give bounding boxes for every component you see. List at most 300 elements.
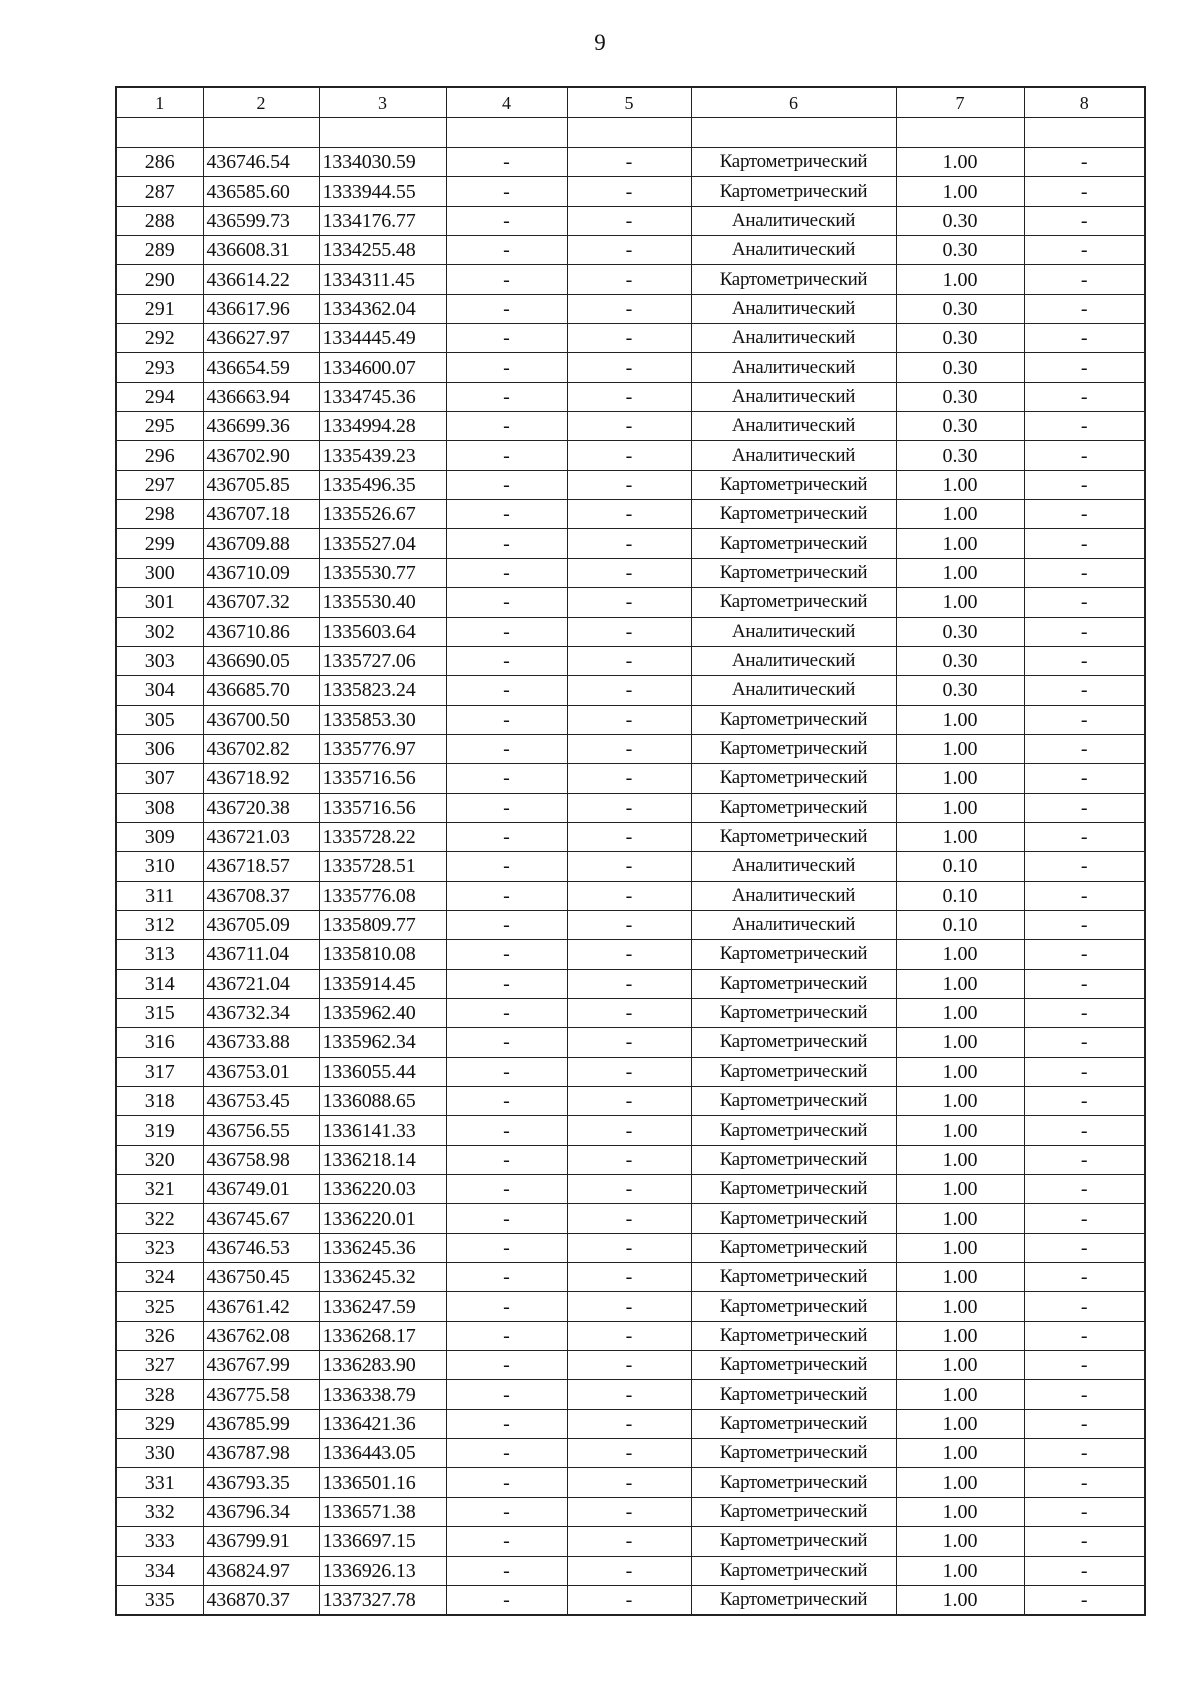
table-cell: 436699.36 [203, 412, 319, 441]
table-row [116, 177, 1145, 206]
table-cell: - [1024, 529, 1145, 558]
table-cell: 1.00 [896, 705, 1024, 734]
table-row [116, 1204, 1145, 1233]
table-cell: - [1024, 500, 1145, 529]
table-cell: 436761.42 [203, 1292, 319, 1321]
table-cell: Аналитический [691, 353, 896, 382]
table-cell: 436708.37 [203, 881, 319, 910]
table-cell: - [446, 206, 567, 235]
table-cell: 1334445.49 [319, 324, 446, 353]
table-cell: - [1024, 294, 1145, 323]
table-cell: 1335603.64 [319, 617, 446, 646]
table-cell: Картометрический [691, 1497, 896, 1526]
table-cell: 1336141.33 [319, 1116, 446, 1145]
table-cell: 1.00 [896, 1321, 1024, 1350]
table-cell: - [1024, 1497, 1145, 1526]
table-cell: 330 [116, 1439, 203, 1468]
table-cell: 1335962.34 [319, 1028, 446, 1057]
table-row [116, 617, 1145, 646]
table-row [116, 1321, 1145, 1350]
column-header: 2 [203, 87, 319, 118]
table-cell: Картометрический [691, 734, 896, 763]
table-cell: - [567, 412, 691, 441]
table-row [116, 1292, 1145, 1321]
table-cell: - [1024, 1380, 1145, 1409]
table-cell: - [1024, 1321, 1145, 1350]
table-cell: - [1024, 265, 1145, 294]
table-cell: 436710.09 [203, 558, 319, 587]
table-cell: - [567, 1556, 691, 1585]
table-cell: 436690.05 [203, 646, 319, 675]
table-cell: Картометрический [691, 1468, 896, 1497]
column-header: 6 [691, 87, 896, 118]
table-cell: 0.30 [896, 236, 1024, 265]
table-cell: 436749.01 [203, 1175, 319, 1204]
table-row [116, 1409, 1145, 1438]
table-cell: - [446, 353, 567, 382]
table-cell: - [567, 1292, 691, 1321]
table-cell: 1334362.04 [319, 294, 446, 323]
table-cell: 1337327.78 [319, 1585, 446, 1615]
table-cell: 310 [116, 852, 203, 881]
table-cell: Аналитический [691, 910, 896, 939]
table-cell: Картометрический [691, 1204, 896, 1233]
table-cell [1024, 118, 1145, 148]
table-cell: - [567, 1233, 691, 1262]
table-cell: 1336421.36 [319, 1409, 446, 1438]
table-cell: 1335530.77 [319, 558, 446, 587]
table-cell: 1335823.24 [319, 676, 446, 705]
table-cell: - [567, 1321, 691, 1350]
page-number: 9 [594, 30, 606, 55]
table-cell: 436793.35 [203, 1468, 319, 1497]
table-cell: 327 [116, 1351, 203, 1380]
table-cell: - [446, 1087, 567, 1116]
table-cell: 0.30 [896, 206, 1024, 235]
table-cell: - [567, 1204, 691, 1233]
table-cell: Картометрический [691, 764, 896, 793]
table-cell: 322 [116, 1204, 203, 1233]
table-cell: - [1024, 1439, 1145, 1468]
table-row [116, 1175, 1145, 1204]
table-cell: - [567, 500, 691, 529]
table-row [116, 793, 1145, 822]
table-cell [567, 118, 691, 148]
table-cell: 0.30 [896, 676, 1024, 705]
table-cell: 0.30 [896, 382, 1024, 411]
table-row [116, 382, 1145, 411]
table-cell: - [567, 1497, 691, 1526]
table-cell: 436870.37 [203, 1585, 319, 1615]
table-cell: - [1024, 676, 1145, 705]
table-cell: Картометрический [691, 177, 896, 206]
table-cell: 436711.04 [203, 940, 319, 969]
table-cell: 1335962.40 [319, 998, 446, 1027]
table-cell: 0.10 [896, 881, 1024, 910]
table-cell: - [1024, 206, 1145, 235]
table-cell: Картометрический [691, 1351, 896, 1380]
table-cell: 436758.98 [203, 1145, 319, 1174]
table-body [116, 118, 1145, 1616]
coordinates-table [115, 86, 1146, 1616]
table-cell: 1.00 [896, 1087, 1024, 1116]
table-cell: 1335728.51 [319, 852, 446, 881]
table-cell: 436707.32 [203, 588, 319, 617]
table-cell: 1336245.36 [319, 1233, 446, 1262]
table-cell: 298 [116, 500, 203, 529]
table-cell: - [446, 617, 567, 646]
table-cell: Аналитический [691, 441, 896, 470]
table-cell: 309 [116, 822, 203, 851]
table-cell: 436718.92 [203, 764, 319, 793]
table-cell: 0.30 [896, 324, 1024, 353]
table-cell: 320 [116, 1145, 203, 1174]
table-row [116, 529, 1145, 558]
table-cell: 291 [116, 294, 203, 323]
table-cell: 287 [116, 177, 203, 206]
table-cell: 290 [116, 265, 203, 294]
table-cell: - [446, 265, 567, 294]
table-cell: - [567, 353, 691, 382]
table-cell: - [1024, 1175, 1145, 1204]
table-cell: 328 [116, 1380, 203, 1409]
table-cell: 1.00 [896, 1351, 1024, 1380]
table-cell: - [567, 1116, 691, 1145]
table-cell: 1335527.04 [319, 529, 446, 558]
table-cell: 436799.91 [203, 1527, 319, 1556]
table-cell: - [567, 1087, 691, 1116]
table-cell: 333 [116, 1527, 203, 1556]
table-cell: Картометрический [691, 1057, 896, 1086]
table-cell: - [1024, 558, 1145, 587]
table-cell: 436796.34 [203, 1497, 319, 1526]
table-cell: 436608.31 [203, 236, 319, 265]
table-cell: 1336220.03 [319, 1175, 446, 1204]
table-cell: 1336338.79 [319, 1380, 446, 1409]
table-row [116, 1087, 1145, 1116]
table-cell: Аналитический [691, 236, 896, 265]
table-cell: - [567, 1028, 691, 1057]
table-cell: 1.00 [896, 793, 1024, 822]
table-cell: 436663.94 [203, 382, 319, 411]
table-cell: Картометрический [691, 529, 896, 558]
table-cell: 436721.04 [203, 969, 319, 998]
table-cell: 302 [116, 617, 203, 646]
table-cell: - [1024, 1292, 1145, 1321]
table-cell: - [446, 1116, 567, 1145]
table-cell: - [567, 822, 691, 851]
table-cell: Картометрический [691, 1409, 896, 1438]
table-cell: 1335776.97 [319, 734, 446, 763]
table-cell: - [1024, 1468, 1145, 1497]
table-cell: - [567, 705, 691, 734]
table-cell: 1.00 [896, 1263, 1024, 1292]
table-cell: - [446, 764, 567, 793]
table-cell: 1335853.30 [319, 705, 446, 734]
table-cell: - [567, 1145, 691, 1174]
table-cell: - [567, 852, 691, 881]
table-cell: 1333944.55 [319, 177, 446, 206]
table-cell: 296 [116, 441, 203, 470]
table-cell: - [567, 1380, 691, 1409]
table-cell: - [1024, 1087, 1145, 1116]
table-cell: - [567, 617, 691, 646]
table-cell: - [1024, 852, 1145, 881]
table-cell: - [567, 910, 691, 939]
table-cell: - [446, 500, 567, 529]
table-cell: 1.00 [896, 1028, 1024, 1057]
table-cell: 436685.70 [203, 676, 319, 705]
table-cell: - [446, 676, 567, 705]
table-cell [203, 118, 319, 148]
table-cell: Картометрический [691, 500, 896, 529]
table-cell [319, 118, 446, 148]
table-cell: 436700.50 [203, 705, 319, 734]
table-cell: - [446, 1439, 567, 1468]
table-cell: 0.30 [896, 412, 1024, 441]
table-cell: 0.30 [896, 646, 1024, 675]
table-row [116, 294, 1145, 323]
table-cell: Аналитический [691, 206, 896, 235]
table-cell: - [1024, 1351, 1145, 1380]
table-row [116, 1497, 1145, 1526]
table-cell: Картометрический [691, 558, 896, 587]
table-cell: - [446, 1380, 567, 1409]
table-cell: - [567, 265, 691, 294]
table-cell: Картометрический [691, 588, 896, 617]
column-header: 4 [446, 87, 567, 118]
table-cell: 1336088.65 [319, 1087, 446, 1116]
table-cell: - [446, 910, 567, 939]
table-cell: 1335716.56 [319, 764, 446, 793]
table-row [116, 1145, 1145, 1174]
table-cell: 1335810.08 [319, 940, 446, 969]
table-cell: - [446, 1204, 567, 1233]
table-cell: - [1024, 1263, 1145, 1292]
table-cell: - [1024, 1556, 1145, 1585]
table-cell: - [446, 822, 567, 851]
table-cell: 317 [116, 1057, 203, 1086]
table-cell: - [1024, 412, 1145, 441]
table-cell: 1.00 [896, 1585, 1024, 1615]
table-cell: Картометрический [691, 148, 896, 177]
table-cell: 436785.99 [203, 1409, 319, 1438]
table-cell: 305 [116, 705, 203, 734]
table-cell: 297 [116, 470, 203, 499]
table-cell [691, 118, 896, 148]
table-cell: 315 [116, 998, 203, 1027]
table-cell: - [1024, 617, 1145, 646]
table-cell: 1336055.44 [319, 1057, 446, 1086]
table-cell: 1.00 [896, 148, 1024, 177]
table-cell: - [567, 324, 691, 353]
table-row [116, 1556, 1145, 1585]
table-cell: - [567, 148, 691, 177]
table-cell: Аналитический [691, 852, 896, 881]
table-cell: - [446, 852, 567, 881]
table-row [116, 705, 1145, 734]
table-cell: 1336245.32 [319, 1263, 446, 1292]
table-cell: 1335530.40 [319, 588, 446, 617]
table-cell: 436750.45 [203, 1263, 319, 1292]
table-cell: - [1024, 1028, 1145, 1057]
table-row [116, 1116, 1145, 1145]
table-cell: - [446, 529, 567, 558]
table-cell: 436702.90 [203, 441, 319, 470]
table-cell: - [446, 558, 567, 587]
table-cell: Картометрический [691, 1263, 896, 1292]
table-cell: 1.00 [896, 500, 1024, 529]
table-cell: - [1024, 177, 1145, 206]
table-cell: - [446, 793, 567, 822]
table-row [116, 764, 1145, 793]
table-cell: - [567, 1409, 691, 1438]
table-row [116, 500, 1145, 529]
table-cell: - [446, 1409, 567, 1438]
table-cell: 299 [116, 529, 203, 558]
table-cell: 1335526.67 [319, 500, 446, 529]
table-cell: 300 [116, 558, 203, 587]
table-cell: 436762.08 [203, 1321, 319, 1350]
table-cell: 1336571.38 [319, 1497, 446, 1526]
table-cell: Картометрический [691, 1321, 896, 1350]
table-cell: - [567, 1585, 691, 1615]
table-cell: 1335728.22 [319, 822, 446, 851]
column-header: 3 [319, 87, 446, 118]
table-cell: 1.00 [896, 1145, 1024, 1174]
table-row [116, 1351, 1145, 1380]
table-cell: 1336218.14 [319, 1145, 446, 1174]
table-cell: 313 [116, 940, 203, 969]
table-cell [446, 118, 567, 148]
table-row [116, 1585, 1145, 1615]
table-row [116, 148, 1145, 177]
table-row [116, 558, 1145, 587]
table-cell: 0.30 [896, 617, 1024, 646]
table-cell: - [1024, 705, 1145, 734]
table-row [116, 265, 1145, 294]
table-cell: 1.00 [896, 1527, 1024, 1556]
table-cell: - [567, 1439, 691, 1468]
table-cell: 1.00 [896, 265, 1024, 294]
table-cell: - [446, 1527, 567, 1556]
table-cell: - [446, 1351, 567, 1380]
table-cell: 436627.97 [203, 324, 319, 353]
table-cell: 295 [116, 412, 203, 441]
table-cell: - [567, 1057, 691, 1086]
table-cell [896, 118, 1024, 148]
table-row [116, 940, 1145, 969]
column-header: 8 [1024, 87, 1145, 118]
table-cell: Аналитический [691, 294, 896, 323]
table-cell: - [567, 881, 691, 910]
table-cell: - [1024, 1409, 1145, 1438]
table-cell: 436617.96 [203, 294, 319, 323]
table-cell: - [1024, 793, 1145, 822]
table-cell: - [1024, 940, 1145, 969]
table-cell: 1.00 [896, 470, 1024, 499]
table-cell: Картометрический [691, 793, 896, 822]
table-cell: 1.00 [896, 1556, 1024, 1585]
table-cell: - [446, 1556, 567, 1585]
table-cell: - [1024, 1204, 1145, 1233]
table-cell: - [446, 1028, 567, 1057]
table-cell: 1335439.23 [319, 441, 446, 470]
table-cell: 436585.60 [203, 177, 319, 206]
table-cell: 1.00 [896, 822, 1024, 851]
table-row [116, 1380, 1145, 1409]
table-cell: 436746.54 [203, 148, 319, 177]
table-row [116, 1468, 1145, 1497]
table-cell: - [1024, 998, 1145, 1027]
table-cell: - [1024, 1585, 1145, 1615]
table-cell: - [446, 324, 567, 353]
table-cell: - [446, 236, 567, 265]
table-cell: Картометрический [691, 1087, 896, 1116]
table-cell: - [567, 998, 691, 1027]
table-row [116, 1233, 1145, 1262]
table-cell: - [446, 969, 567, 998]
table-cell: Аналитический [691, 676, 896, 705]
table-cell: - [446, 177, 567, 206]
table-cell: - [567, 441, 691, 470]
table-cell: Картометрический [691, 1145, 896, 1174]
table-cell: - [567, 764, 691, 793]
table-cell: Аналитический [691, 881, 896, 910]
table-cell: 1334176.77 [319, 206, 446, 235]
table-cell: Аналитический [691, 617, 896, 646]
table-cell: Картометрический [691, 1556, 896, 1585]
table-cell: 436654.59 [203, 353, 319, 382]
table-cell: - [446, 646, 567, 675]
table-cell: 1334311.45 [319, 265, 446, 294]
table-cell: 1334030.59 [319, 148, 446, 177]
table-cell: 0.30 [896, 353, 1024, 382]
table-cell: 323 [116, 1233, 203, 1262]
table-cell: - [567, 1351, 691, 1380]
table-cell: Аналитический [691, 324, 896, 353]
table-cell: 1.00 [896, 998, 1024, 1027]
table-cell: - [567, 1175, 691, 1204]
table-cell: - [446, 1175, 567, 1204]
table-cell: 1336247.59 [319, 1292, 446, 1321]
table-cell: Картометрический [691, 1380, 896, 1409]
table-row [116, 969, 1145, 998]
table-cell: 312 [116, 910, 203, 939]
table-cell: 304 [116, 676, 203, 705]
table-cell: - [567, 529, 691, 558]
table-cell: 1334255.48 [319, 236, 446, 265]
table-cell: 311 [116, 881, 203, 910]
table-row [116, 588, 1145, 617]
table-cell: Аналитический [691, 646, 896, 675]
table-row [116, 206, 1145, 235]
table-cell: - [1024, 353, 1145, 382]
table-cell: 1.00 [896, 1468, 1024, 1497]
table-cell: - [446, 734, 567, 763]
table-cell: Картометрический [691, 470, 896, 499]
column-header: 1 [116, 87, 203, 118]
table-cell: 436767.99 [203, 1351, 319, 1380]
table-cell: 294 [116, 382, 203, 411]
table-cell: 1335776.08 [319, 881, 446, 910]
table-cell: Картометрический [691, 705, 896, 734]
table-cell: - [1024, 646, 1145, 675]
table-cell: - [446, 148, 567, 177]
table-cell: 307 [116, 764, 203, 793]
table-cell: - [446, 1292, 567, 1321]
table-cell: 1336443.05 [319, 1439, 446, 1468]
